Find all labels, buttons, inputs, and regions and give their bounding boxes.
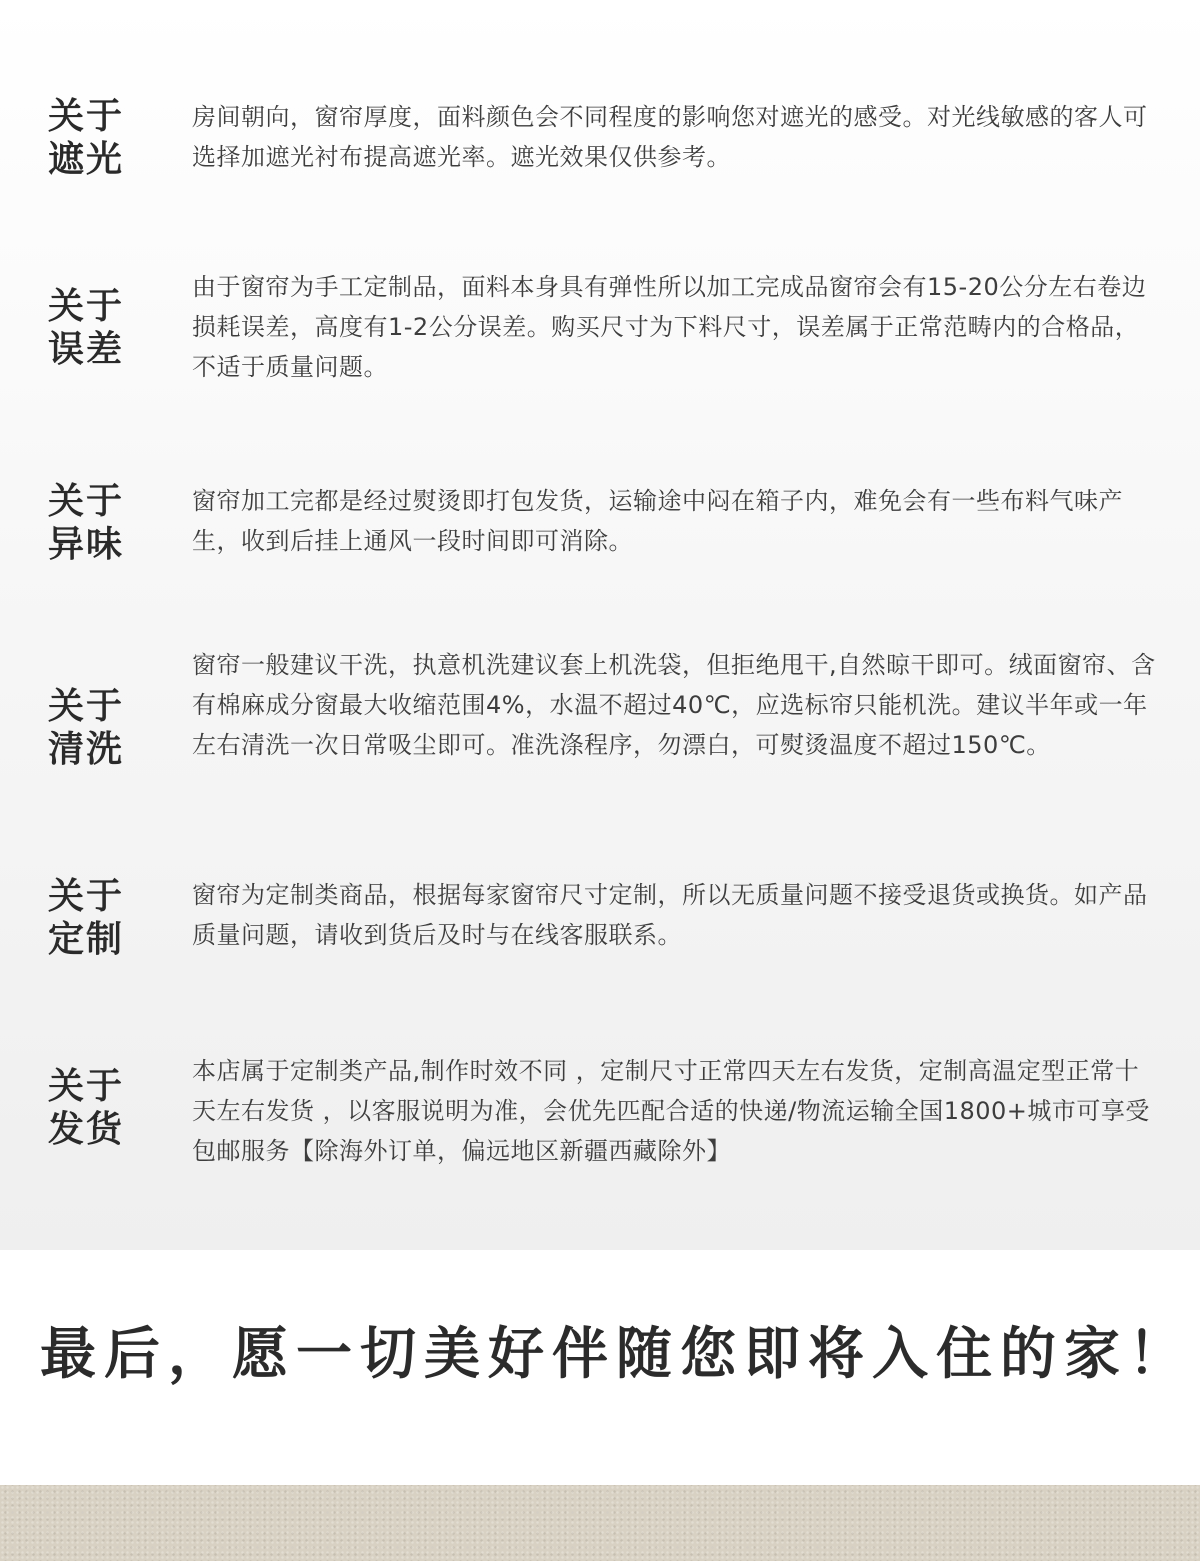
note-title: [48, 285, 158, 371]
note-title-line1: 关于: [48, 286, 125, 327]
note-body: 窗帘一般建议干洗，执意机洗建议套上机洗袋，但拒绝甩干,自然晾干即可。绒面窗帘、含有棉麻成分窗最大收缩范围4%，水温不超过40℃，应选标帘只能机洗。建议半年或一年左右清洗一次日常吸尘即可。准洗涤程序，勿漂白，可熨烫温度不超过150℃。: [192, 651, 1156, 759]
note-title-line2: 发货: [48, 1109, 125, 1150]
note-title-line1: 关于: [48, 96, 125, 137]
note-title-line2: 定制: [48, 919, 125, 960]
note-title-line1: 关于: [48, 686, 125, 727]
note-title-line2: 误差: [48, 329, 125, 370]
note-title: [48, 95, 158, 181]
note-body: 窗帘加工完都是经过熨烫即打包发货，运输途中闷在箱子内，难免会有一些布料气味产生，收到后挂上通风一段时间即可消除。: [192, 487, 1123, 555]
closing-section: [0, 1250, 1200, 1485]
closing-message: 最后，愿一切美好伴随您即将入住的家！: [40, 1322, 1192, 1387]
note-body: 房间朝向，窗帘厚度，面料颜色会不同程度的影响您对遮光的感受。对光线敏感的客人可选择加遮光衬布提高遮光率。遮光效果仅供参考。: [192, 103, 1148, 171]
note-title-line1: 关于: [48, 1066, 125, 1107]
note-title-line2: 遮光: [48, 139, 125, 180]
note-title-line1: 关于: [48, 876, 125, 917]
note-body: 由于窗帘为手工定制品，面料本身具有弹性所以加工完成品窗帘会有15-20公分左右卷边损耗误差，高度有1-2公分误差。购买尺寸为下料尺寸，误差属于正常范畴内的合格品，不适于质量问题。: [192, 273, 1147, 381]
note-title-line2: 异味: [48, 524, 125, 565]
note-title: [48, 480, 158, 566]
note-title: [48, 685, 158, 771]
note-title-line1: 关于: [48, 481, 125, 522]
note-body: 本店属于定制类产品,制作时效不同 ，定制尺寸正常四天左右发货，定制高温定型正常十天左右发货 ，以客服说明为准，会优先匹配合适的快递/物流运输全国1800+城市可享受包邮服务【除海外订单，偏远地区新疆西藏除外】: [192, 1057, 1150, 1165]
note-title-line2: 清洗: [48, 729, 125, 770]
note-title: [48, 875, 158, 961]
note-title: [48, 1065, 158, 1151]
note-body: 窗帘为定制类商品，根据每家窗帘尺寸定制，所以无质量问题不接受退货或换货。如产品质量问题，请收到货后及时与在线客服联系。: [192, 881, 1148, 949]
textured-footer-band: [0, 1485, 1200, 1561]
